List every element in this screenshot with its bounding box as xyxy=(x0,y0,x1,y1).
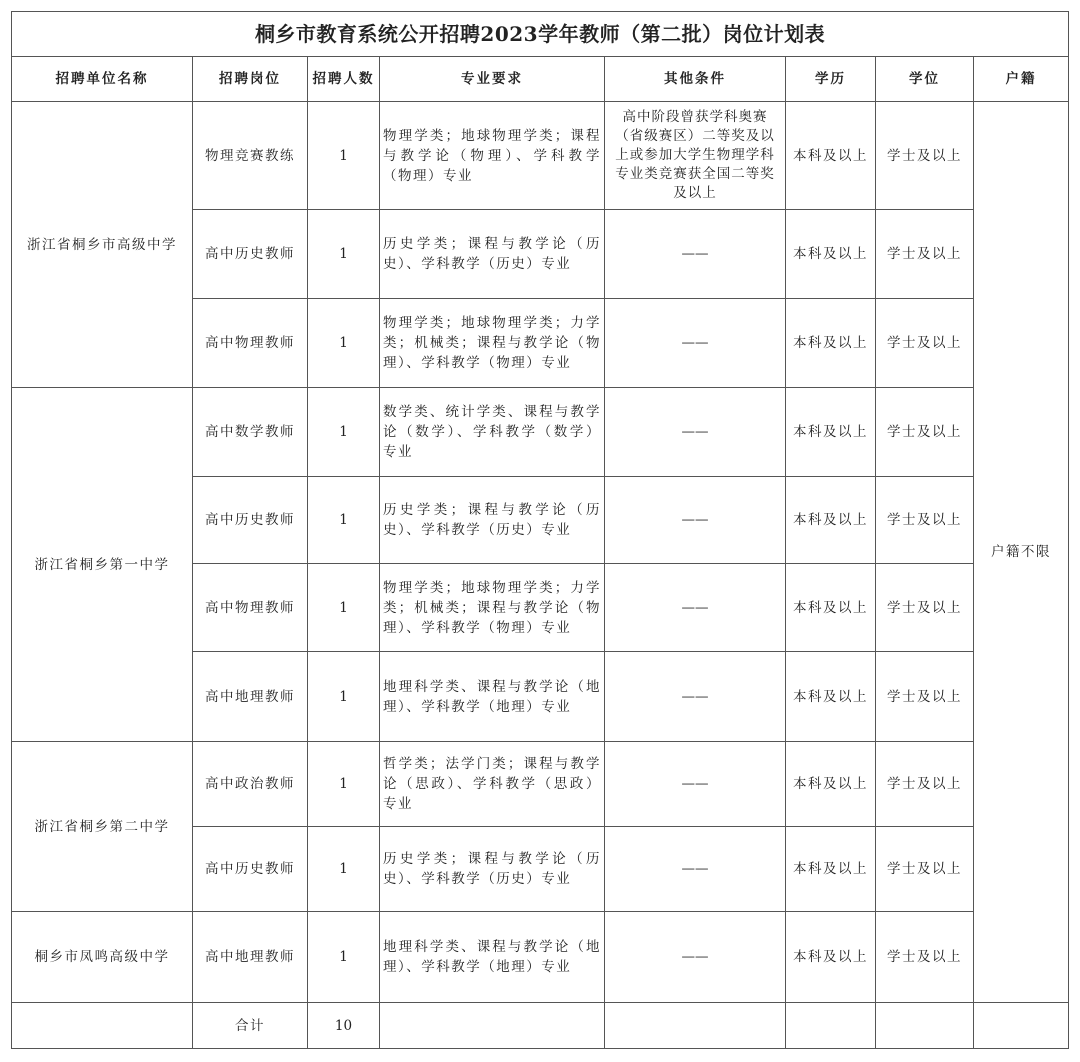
post-cell: 高中地理教师 xyxy=(193,652,308,742)
recruitment-plan-sheet xyxy=(11,11,1069,1049)
major-cell: 物理学类；地球物理学类；力学类；机械类；课程与教学论（物理）、学科教学（物理）专业 xyxy=(380,564,605,652)
education-cell: 本科及以上 xyxy=(786,742,876,827)
table-row xyxy=(12,912,1069,1003)
title-row xyxy=(12,12,1069,57)
post-cell: 高中物理教师 xyxy=(193,564,308,652)
total-label: 合计 xyxy=(193,1003,308,1049)
other-condition-cell: —— xyxy=(605,210,786,299)
education-cell: 本科及以上 xyxy=(786,912,876,1003)
education-cell: 本科及以上 xyxy=(786,388,876,477)
other-condition-cell: 高中阶段曾获学科奥赛（省级赛区）二等奖及以上或参加大学生物理学科专业类竞赛获全国二等奖及以上 xyxy=(605,102,786,210)
header-count: 招聘人数 xyxy=(308,57,380,102)
unit-name: 浙江省桐乡第一中学 xyxy=(12,388,193,742)
header-row xyxy=(12,57,1069,102)
other-condition-cell: —— xyxy=(605,477,786,564)
major-cell: 历史学类；课程与教学论（历史）、学科教学（历史）专业 xyxy=(380,827,605,912)
total-row xyxy=(12,1003,1069,1049)
post-cell: 高中政治教师 xyxy=(193,742,308,827)
degree-cell: 学士及以上 xyxy=(876,102,974,210)
header-other: 其他条件 xyxy=(605,57,786,102)
other-condition-cell: —— xyxy=(605,742,786,827)
major-cell: 数学类、统计学类、课程与教学论（数学）、学科教学（数学）专业 xyxy=(380,388,605,477)
post-cell: 高中历史教师 xyxy=(193,827,308,912)
degree-cell: 学士及以上 xyxy=(876,210,974,299)
major-cell: 地理科学类、课程与教学论（地理）、学科教学（地理）专业 xyxy=(380,912,605,1003)
major-cell: 物理学类；地球物理学类；力学类；机械类；课程与教学论（物理）、学科教学（物理）专业 xyxy=(380,299,605,388)
post-cell: 高中物理教师 xyxy=(193,299,308,388)
count-cell: 1 xyxy=(308,827,380,912)
header-hukou: 户籍 xyxy=(974,57,1069,102)
degree-cell: 学士及以上 xyxy=(876,742,974,827)
unit-name: 桐乡市凤鸣高级中学 xyxy=(12,912,193,1003)
post-cell: 高中数学教师 xyxy=(193,388,308,477)
count-cell: 1 xyxy=(308,388,380,477)
education-cell: 本科及以上 xyxy=(786,477,876,564)
count-cell: 1 xyxy=(308,742,380,827)
count-cell: 1 xyxy=(308,912,380,1003)
post-cell: 物理竞赛教练 xyxy=(193,102,308,210)
count-cell: 1 xyxy=(308,102,380,210)
header-unit: 招聘单位名称 xyxy=(12,57,193,102)
other-condition-cell: —— xyxy=(605,388,786,477)
degree-cell: 学士及以上 xyxy=(876,477,974,564)
unit-name: 浙江省桐乡市高级中学 xyxy=(12,102,193,388)
header-post: 招聘岗位 xyxy=(193,57,308,102)
table-title: 桐乡市教育系统公开招聘2023学年教师（第二批）岗位计划表 xyxy=(12,12,1069,57)
other-condition-cell: —— xyxy=(605,652,786,742)
count-cell: 1 xyxy=(308,477,380,564)
recruitment-table xyxy=(11,11,1069,1049)
total-empty-cell xyxy=(12,1003,193,1049)
table-row xyxy=(12,102,1069,210)
major-cell: 物理学类；地球物理学类；课程与教学论（物理）、学科教学（物理）专业 xyxy=(380,102,605,210)
degree-cell: 学士及以上 xyxy=(876,564,974,652)
total-count: 10 xyxy=(308,1003,380,1049)
other-condition-cell: —— xyxy=(605,912,786,1003)
header-edu: 学历 xyxy=(786,57,876,102)
post-cell: 高中地理教师 xyxy=(193,912,308,1003)
count-cell: 1 xyxy=(308,564,380,652)
post-cell: 高中历史教师 xyxy=(193,477,308,564)
table-row xyxy=(12,388,1069,477)
total-empty-cell xyxy=(786,1003,876,1049)
education-cell: 本科及以上 xyxy=(786,299,876,388)
education-cell: 本科及以上 xyxy=(786,564,876,652)
header-degree: 学位 xyxy=(876,57,974,102)
table-row xyxy=(12,742,1069,827)
major-cell: 哲学类；法学门类；课程与教学论（思政）、学科教学（思政）专业 xyxy=(380,742,605,827)
major-cell: 历史学类；课程与教学论（历史）、学科教学（历史）专业 xyxy=(380,477,605,564)
degree-cell: 学士及以上 xyxy=(876,912,974,1003)
education-cell: 本科及以上 xyxy=(786,210,876,299)
header-major: 专业要求 xyxy=(380,57,605,102)
degree-cell: 学士及以上 xyxy=(876,827,974,912)
total-empty-cell xyxy=(974,1003,1069,1049)
degree-cell: 学士及以上 xyxy=(876,652,974,742)
total-empty-cell xyxy=(876,1003,974,1049)
count-cell: 1 xyxy=(308,299,380,388)
total-empty-cell xyxy=(380,1003,605,1049)
degree-cell: 学士及以上 xyxy=(876,388,974,477)
hukou-cell: 户籍不限 xyxy=(974,102,1069,1003)
post-cell: 高中历史教师 xyxy=(193,210,308,299)
other-condition-cell: —— xyxy=(605,827,786,912)
education-cell: 本科及以上 xyxy=(786,102,876,210)
other-condition-cell: —— xyxy=(605,299,786,388)
other-condition-cell: —— xyxy=(605,564,786,652)
unit-name: 浙江省桐乡第二中学 xyxy=(12,742,193,912)
count-cell: 1 xyxy=(308,652,380,742)
education-cell: 本科及以上 xyxy=(786,652,876,742)
total-empty-cell xyxy=(605,1003,786,1049)
count-cell: 1 xyxy=(308,210,380,299)
major-cell: 历史学类；课程与教学论（历史）、学科教学（历史）专业 xyxy=(380,210,605,299)
degree-cell: 学士及以上 xyxy=(876,299,974,388)
major-cell: 地理科学类、课程与教学论（地理）、学科教学（地理）专业 xyxy=(380,652,605,742)
education-cell: 本科及以上 xyxy=(786,827,876,912)
